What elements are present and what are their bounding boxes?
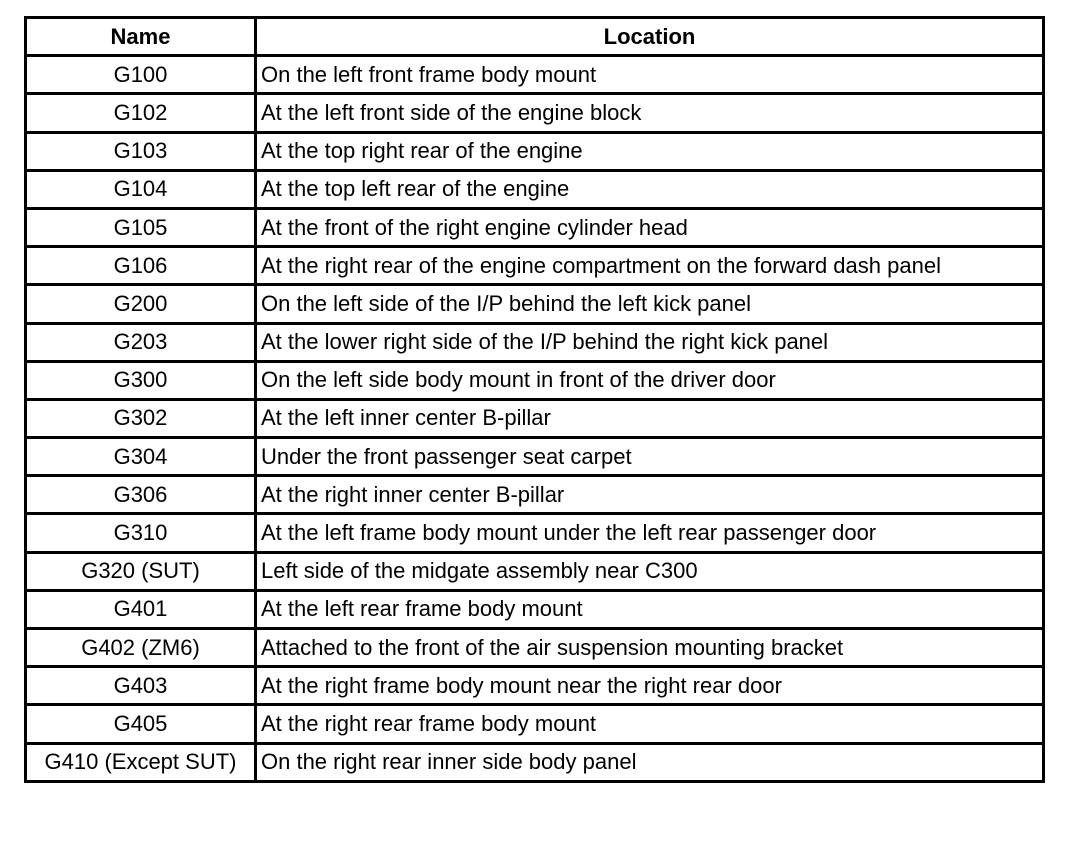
name-cell: G302 bbox=[26, 399, 256, 437]
location-cell: At the right inner center B-pillar bbox=[256, 476, 1044, 514]
table-row bbox=[26, 667, 1044, 705]
name-cell: G300 bbox=[26, 361, 256, 399]
table-header bbox=[26, 18, 1044, 56]
location-cell: Attached to the front of the air suspension mounting bracket bbox=[256, 629, 1044, 667]
location-cell: At the lower right side of the I/P behind the right kick panel bbox=[256, 323, 1044, 361]
name-cell: G403 bbox=[26, 667, 256, 705]
name-cell: G103 bbox=[26, 132, 256, 170]
name-cell: G402 (ZM6) bbox=[26, 629, 256, 667]
name-cell: G401 bbox=[26, 590, 256, 628]
location-cell: At the left inner center B-pillar bbox=[256, 399, 1044, 437]
table-row bbox=[26, 323, 1044, 361]
location-cell: At the left front side of the engine block bbox=[256, 94, 1044, 132]
name-cell: G100 bbox=[26, 56, 256, 94]
location-cell: At the right frame body mount near the right rear door bbox=[256, 667, 1044, 705]
location-cell: At the top right rear of the engine bbox=[256, 132, 1044, 170]
table-row bbox=[26, 705, 1044, 743]
location-cell: At the front of the right engine cylinder head bbox=[256, 208, 1044, 246]
location-cell: On the left front frame body mount bbox=[256, 56, 1044, 94]
location-cell: On the right rear inner side body panel bbox=[256, 743, 1044, 781]
name-cell: G104 bbox=[26, 170, 256, 208]
name-cell: G320 (SUT) bbox=[26, 552, 256, 590]
name-cell: G306 bbox=[26, 476, 256, 514]
table-row bbox=[26, 94, 1044, 132]
table-row bbox=[26, 552, 1044, 590]
table-row bbox=[26, 285, 1044, 323]
name-cell: G410 (Except SUT) bbox=[26, 743, 256, 781]
table-row bbox=[26, 170, 1044, 208]
table-row bbox=[26, 476, 1044, 514]
name-cell: G102 bbox=[26, 94, 256, 132]
table-row bbox=[26, 208, 1044, 246]
location-cell: At the right rear of the engine compartment on the forward dash panel bbox=[256, 247, 1044, 285]
column-header-name: Name bbox=[26, 18, 256, 56]
table-row bbox=[26, 132, 1044, 170]
location-cell: Under the front passenger seat carpet bbox=[256, 438, 1044, 476]
name-cell: G200 bbox=[26, 285, 256, 323]
ground-locations-table-container bbox=[24, 16, 1042, 783]
name-cell: G203 bbox=[26, 323, 256, 361]
name-cell: G105 bbox=[26, 208, 256, 246]
location-cell: At the left rear frame body mount bbox=[256, 590, 1044, 628]
ground-locations-table bbox=[24, 16, 1045, 783]
table-row bbox=[26, 590, 1044, 628]
table-row bbox=[26, 361, 1044, 399]
location-cell: At the right rear frame body mount bbox=[256, 705, 1044, 743]
name-cell: G405 bbox=[26, 705, 256, 743]
table-row bbox=[26, 514, 1044, 552]
location-cell: Left side of the midgate assembly near C300 bbox=[256, 552, 1044, 590]
table-row bbox=[26, 438, 1044, 476]
header-row bbox=[26, 18, 1044, 56]
location-cell: At the top left rear of the engine bbox=[256, 170, 1044, 208]
table-row bbox=[26, 743, 1044, 781]
table-row bbox=[26, 56, 1044, 94]
name-cell: G310 bbox=[26, 514, 256, 552]
location-cell: At the left frame body mount under the left rear passenger door bbox=[256, 514, 1044, 552]
table-row bbox=[26, 247, 1044, 285]
name-cell: G304 bbox=[26, 438, 256, 476]
column-header-location: Location bbox=[256, 18, 1044, 56]
table-row bbox=[26, 399, 1044, 437]
location-cell: On the left side of the I/P behind the left kick panel bbox=[256, 285, 1044, 323]
name-cell: G106 bbox=[26, 247, 256, 285]
table-body bbox=[26, 56, 1044, 782]
table-row bbox=[26, 629, 1044, 667]
location-cell: On the left side body mount in front of the driver door bbox=[256, 361, 1044, 399]
